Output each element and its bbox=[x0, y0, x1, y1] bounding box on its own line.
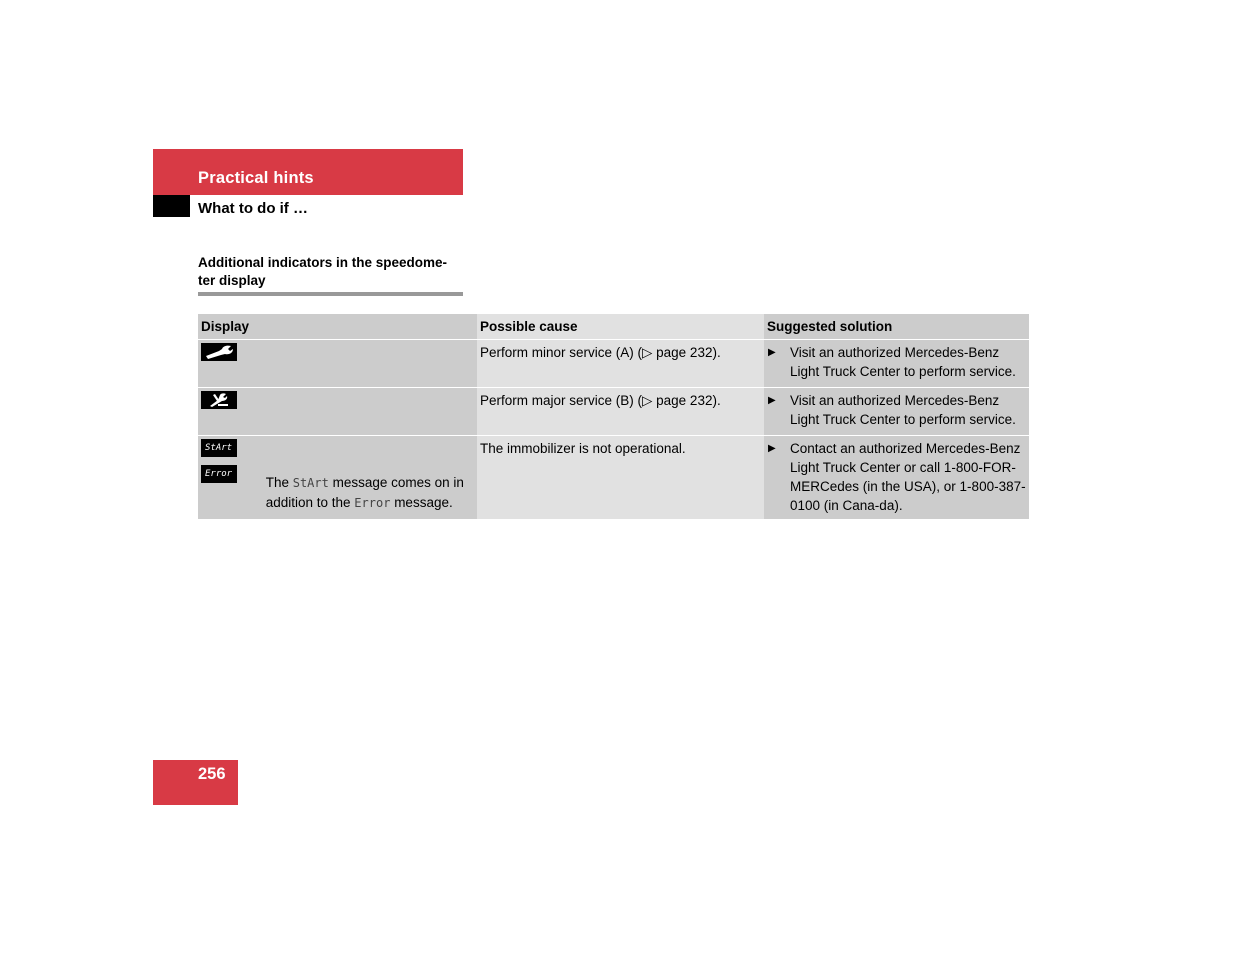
solution-cell bbox=[764, 388, 1029, 436]
page-number: 256 bbox=[198, 765, 226, 783]
error-display-icon bbox=[201, 465, 237, 483]
wrench-service-b-icon bbox=[201, 391, 237, 409]
bullet-arrow-icon: ▶ bbox=[768, 347, 776, 358]
start-display-icon bbox=[201, 439, 237, 457]
note-code-error: Error bbox=[354, 496, 391, 510]
section-title: Practical hints bbox=[198, 169, 314, 187]
cause-cell: Perform minor service (A) (▷ page 232). bbox=[477, 340, 764, 388]
solution-cell bbox=[764, 340, 1029, 388]
display-cell bbox=[198, 340, 477, 388]
solution-cell bbox=[764, 436, 1029, 520]
column-header-display: Display bbox=[198, 314, 477, 340]
start-display-text: StArt bbox=[205, 443, 233, 453]
wrench-icon bbox=[201, 343, 237, 361]
heading-rule bbox=[198, 292, 463, 296]
bullet-arrow-icon: ▶ bbox=[768, 395, 776, 406]
table-row bbox=[198, 340, 1029, 388]
subsection-title: What to do if … bbox=[198, 200, 308, 217]
solution-text: Visit an authorized Mercedes-Benz Light Truck Center to perform service. bbox=[790, 393, 1016, 427]
table-row bbox=[198, 388, 1029, 436]
display-cell bbox=[198, 436, 477, 520]
note-code-start: StArt bbox=[292, 476, 329, 490]
solution-text: Contact an authorized Mercedes-Benz Light Truck Center or call 1-800-FOR-MERCedes (in the USA), or 1-800-387-0100 (in Cana-da). bbox=[790, 441, 1026, 513]
column-header-solution: Suggested solution bbox=[764, 314, 1029, 340]
section-marker bbox=[153, 195, 190, 217]
display-cell bbox=[198, 388, 477, 436]
cause-cell: The immobilizer is not operational. bbox=[477, 436, 764, 520]
column-header-cause: Possible cause bbox=[477, 314, 764, 340]
table-row bbox=[198, 436, 1029, 520]
indicator-table bbox=[198, 314, 1029, 519]
bullet-arrow-icon: ▶ bbox=[768, 443, 776, 454]
error-display-text: Error bbox=[205, 469, 233, 479]
display-note: The StArt message comes on in addition to the Error message. bbox=[265, 475, 464, 510]
solution-text: Visit an authorized Mercedes-Benz Light Truck Center to perform service. bbox=[790, 345, 1016, 379]
table-heading: Additional indicators in the speedome-ter display bbox=[198, 255, 448, 288]
cause-cell: Perform major service (B) (▷ page 232). bbox=[477, 388, 764, 436]
